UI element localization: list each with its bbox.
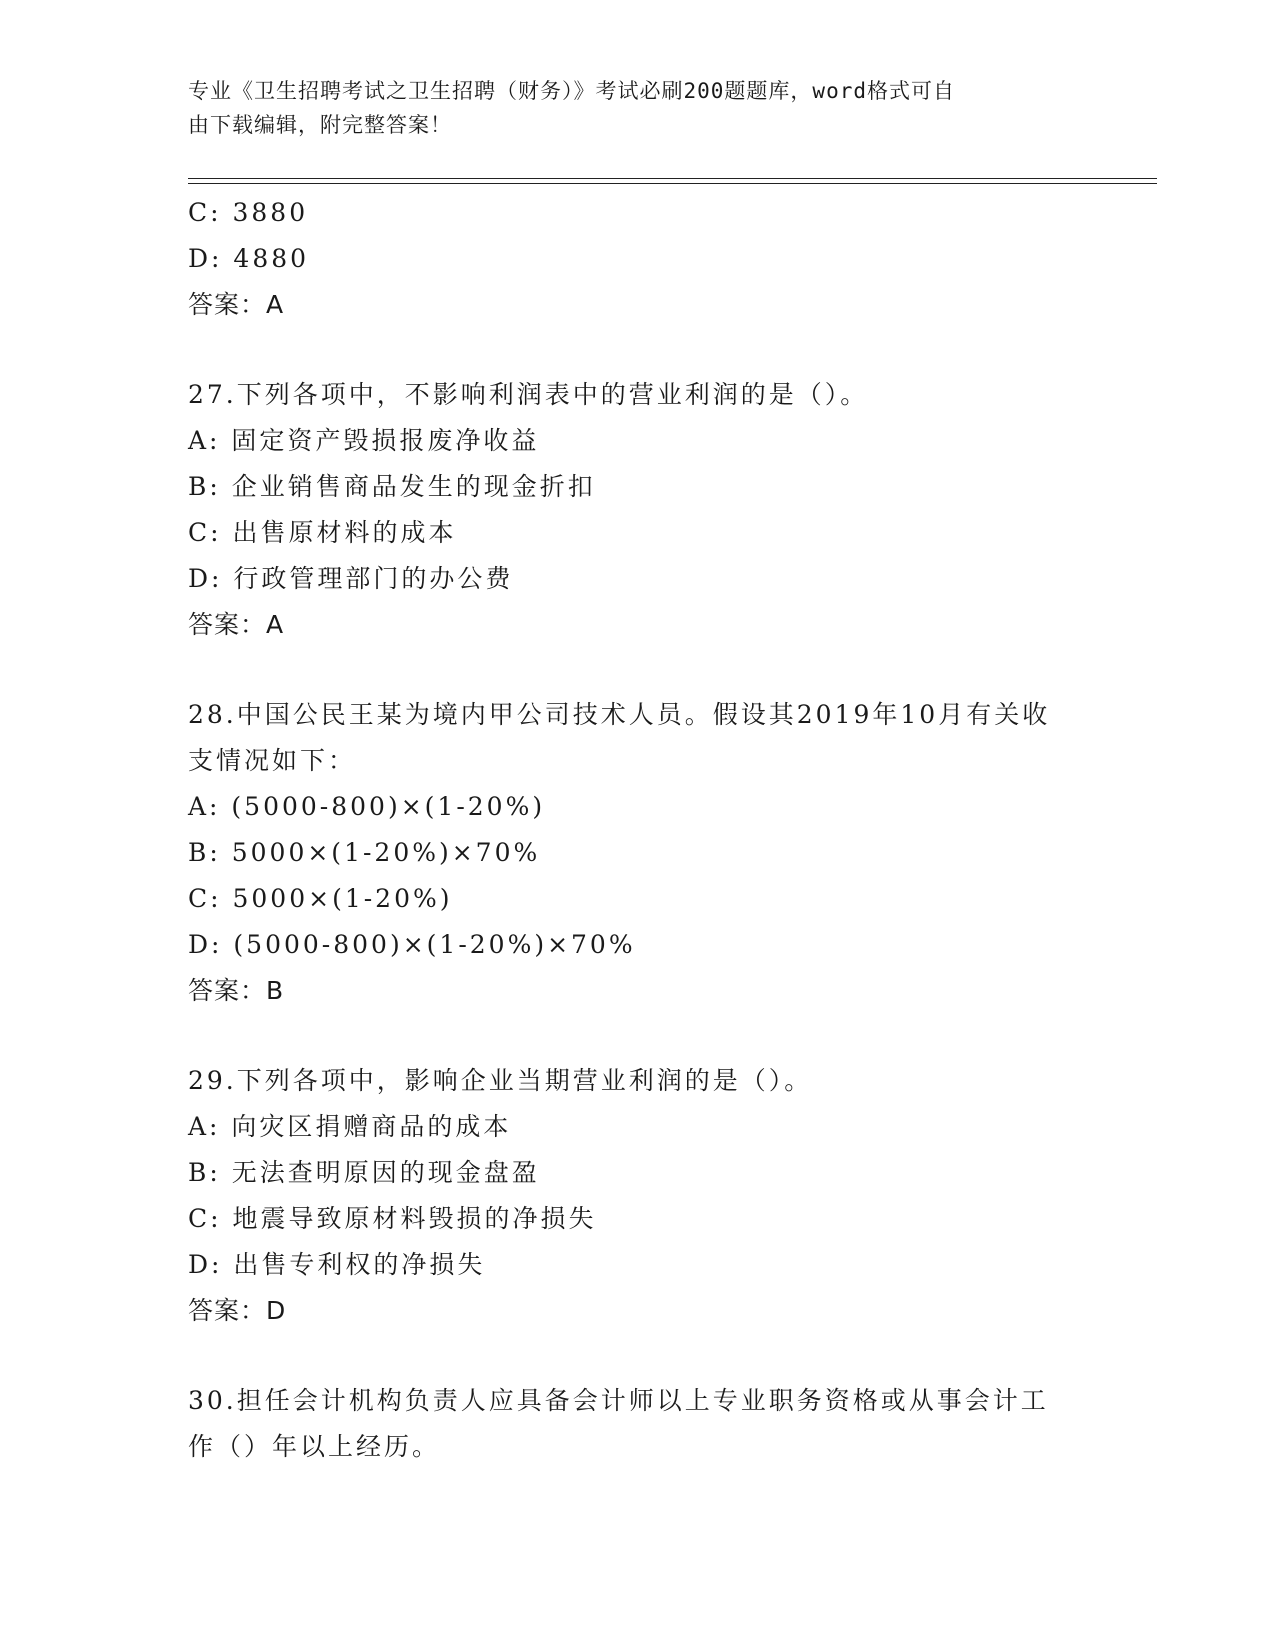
answer: 答案：D bbox=[188, 1296, 287, 1325]
question-stem: 27.下列各项中，不影响利润表中的营业利润的是（）。 bbox=[188, 380, 869, 409]
option-a: A: 固定资产毁损报废净收益 bbox=[188, 426, 540, 455]
header-line-2: 由下载编辑，附完整答案！ bbox=[188, 113, 452, 137]
option-b: B: 5000×(1-20%)×70% bbox=[188, 838, 541, 867]
question-stem-line-1: 28.中国公民王某为境内甲公司技术人员。假设其2019年10月有关收 bbox=[188, 700, 1051, 729]
option-d: D: (5000-800)×(1-20%)×70% bbox=[188, 930, 636, 959]
option-b: B: 无法查明原因的现金盘盈 bbox=[188, 1158, 540, 1187]
option-c: C: 3880 bbox=[188, 198, 309, 227]
question-26-tail bbox=[188, 190, 1088, 328]
question-stem-line-2: 作（）年以上经历。 bbox=[188, 1432, 441, 1461]
question-29 bbox=[188, 1058, 1088, 1334]
answer: 答案：A bbox=[188, 610, 285, 639]
question-stem-line-2: 支情况如下： bbox=[188, 746, 357, 775]
option-d: D: 行政管理部门的办公费 bbox=[188, 564, 514, 593]
question-27 bbox=[188, 372, 1088, 648]
option-b: B: 企业销售商品发生的现金折扣 bbox=[188, 472, 596, 501]
question-30 bbox=[188, 1378, 1088, 1470]
option-d: D: 4880 bbox=[188, 244, 310, 273]
header-line-1: 专业《卫生招聘考试之卫生招聘（财务）》考试必刷200题题库，word格式可自 bbox=[188, 79, 955, 103]
question-list bbox=[188, 190, 1088, 1470]
header-divider-bottom bbox=[188, 183, 1157, 184]
header-divider-top bbox=[188, 178, 1157, 179]
answer: 答案：A bbox=[188, 290, 285, 319]
option-c: C: 出售原材料的成本 bbox=[188, 518, 457, 547]
question-stem-line-1: 30.担任会计机构负责人应具备会计师以上专业职务资格或从事会计工 bbox=[188, 1386, 1049, 1415]
option-a: A: (5000-800)×(1-20%) bbox=[188, 792, 546, 821]
question-28 bbox=[188, 692, 1088, 1014]
option-a: A: 向灾区捐赠商品的成本 bbox=[188, 1112, 512, 1141]
question-stem: 29.下列各项中，影响企业当期营业利润的是（）。 bbox=[188, 1066, 813, 1095]
option-d: D: 出售专利权的净损失 bbox=[188, 1250, 486, 1279]
option-c: C: 5000×(1-20%) bbox=[188, 884, 453, 913]
answer: 答案：B bbox=[188, 976, 285, 1005]
option-c: C: 地震导致原材料毁损的净损失 bbox=[188, 1204, 597, 1233]
document-header bbox=[188, 74, 1068, 142]
